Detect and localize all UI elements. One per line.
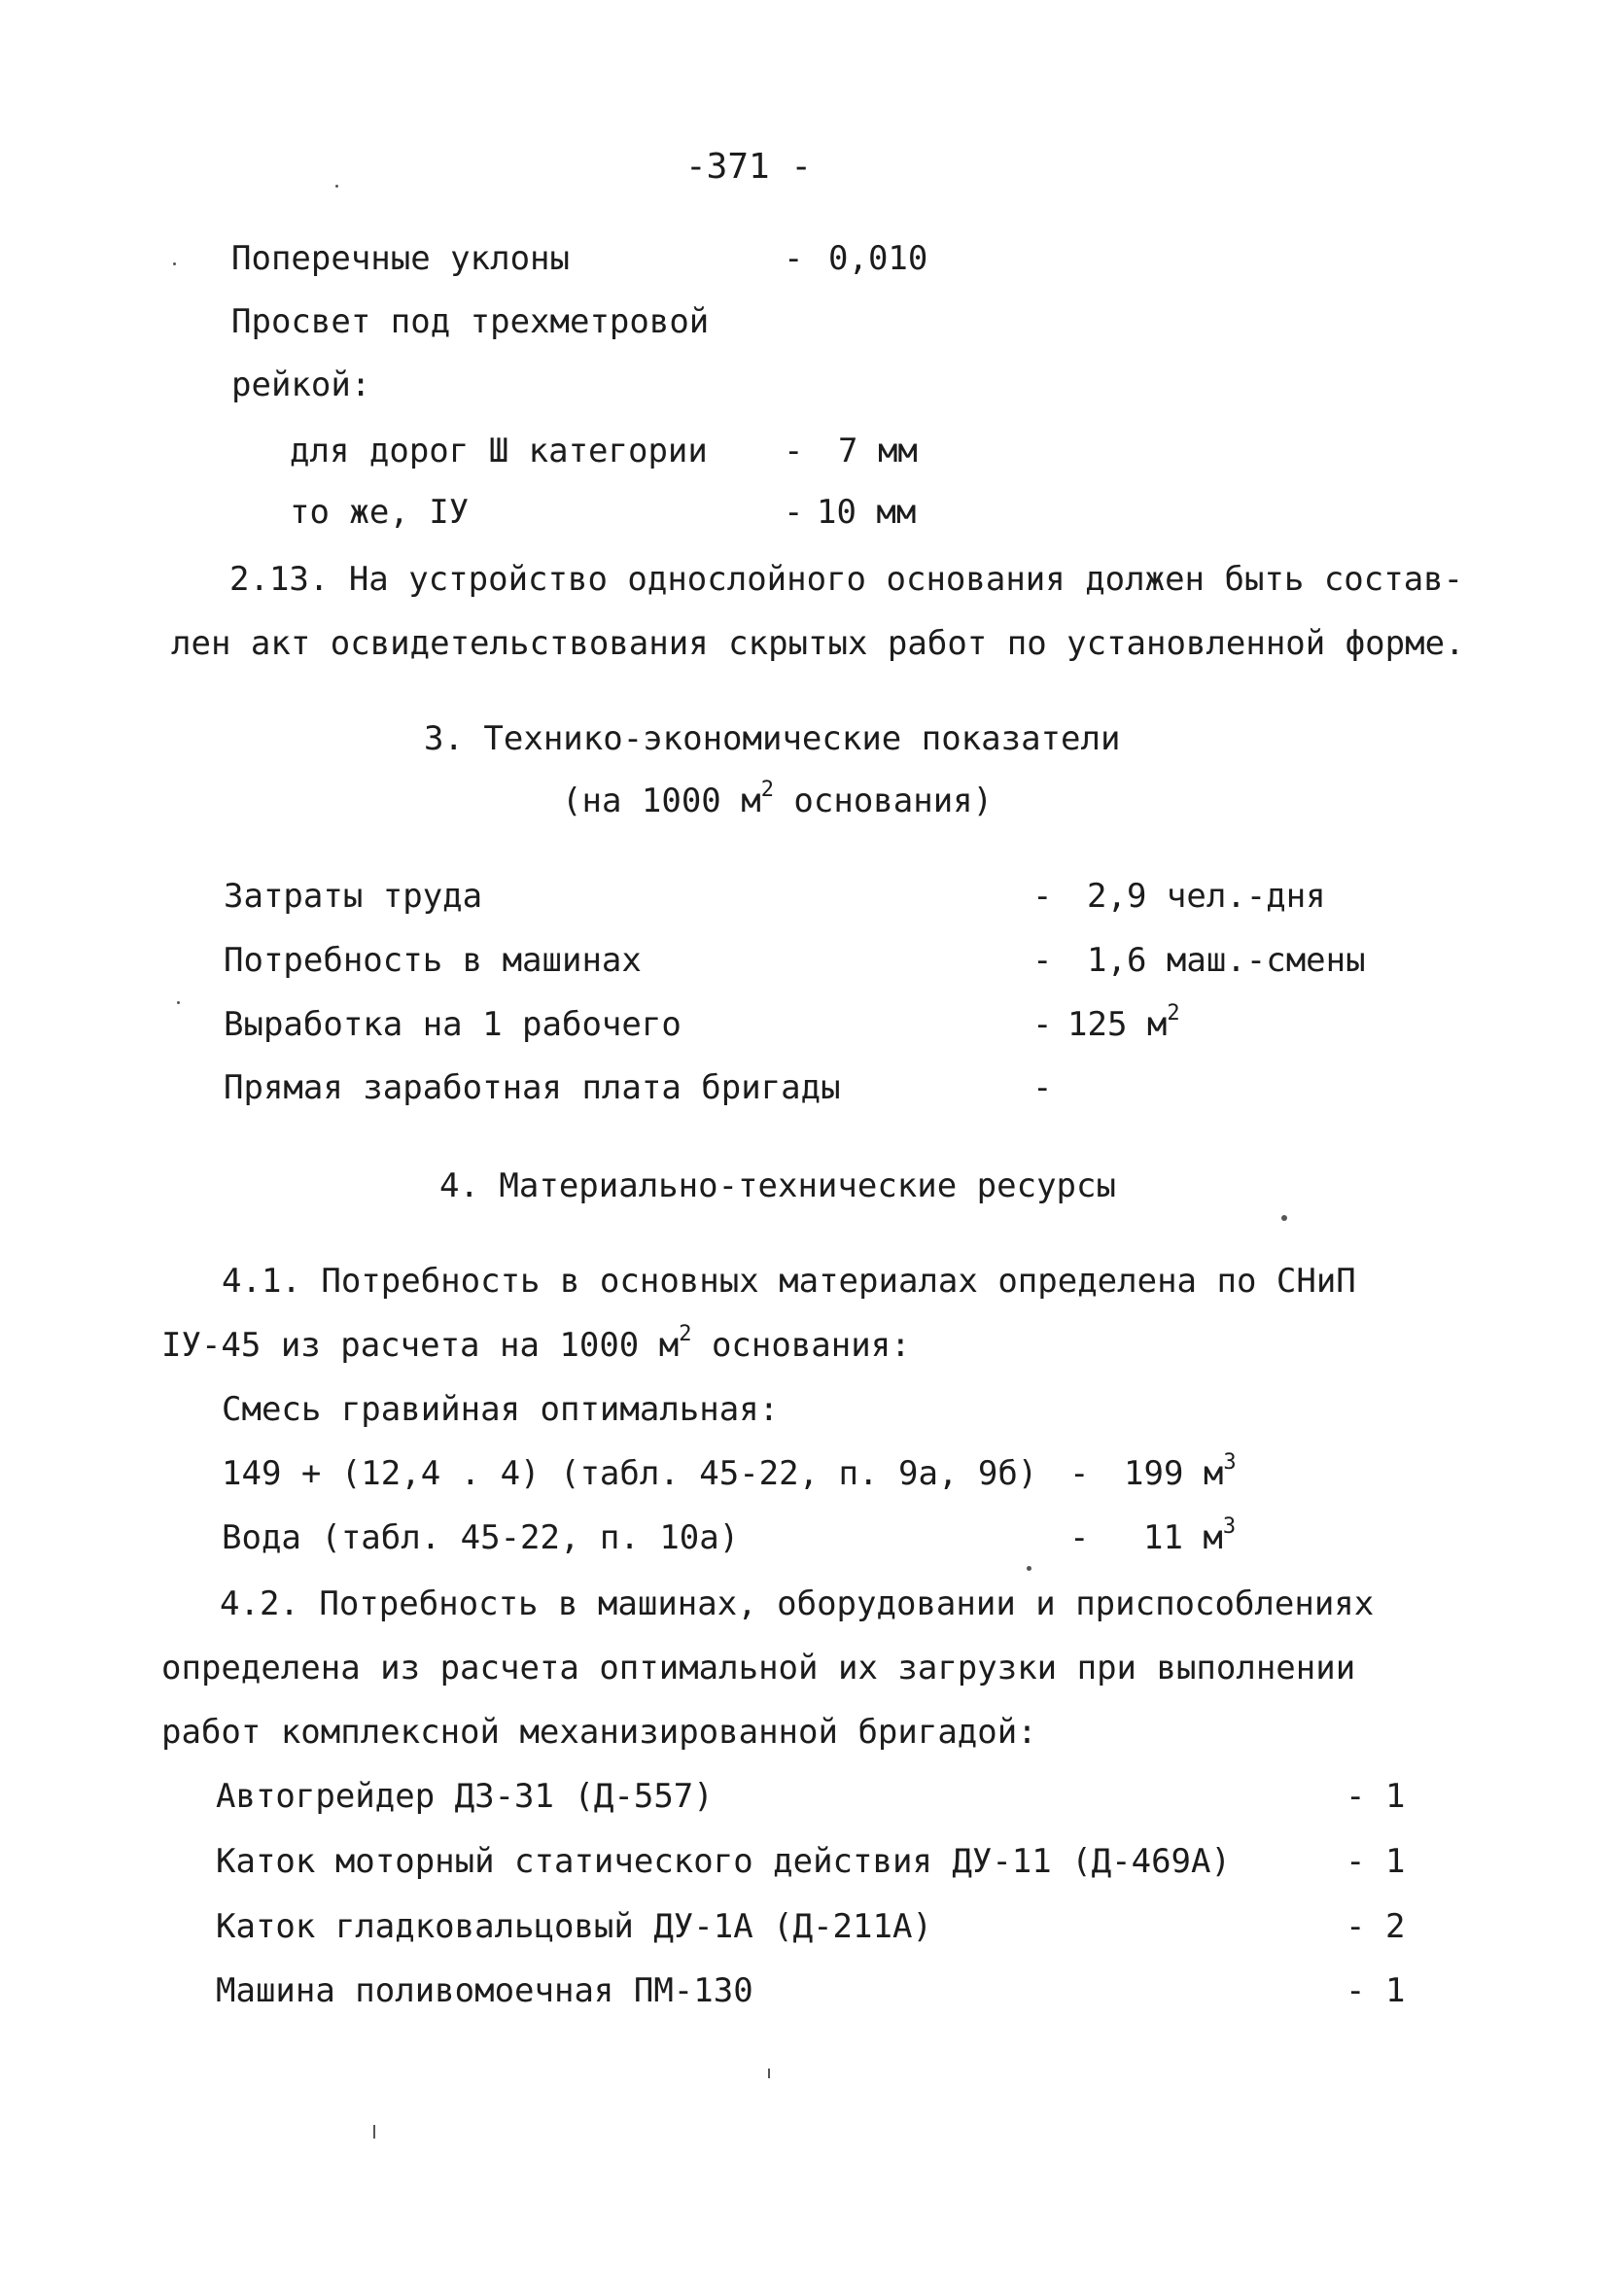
scan-speck (177, 1001, 180, 1004)
indicator-dash: - (1032, 877, 1053, 916)
page-number: -371 - (685, 147, 813, 187)
spec-value: 10 мм (817, 493, 917, 532)
paragraph-4-2-line: определена из расчета оптимальной их загрузки при выполнении (161, 1649, 1356, 1687)
material-label: 149 + (12,4 . 4) (табл. 45-22, п. 9а, 9б) (222, 1454, 1038, 1493)
machine-label: Машина поливомоечная ПМ-130 (216, 1971, 753, 2010)
machine-qty: - 1 (1346, 1842, 1406, 1881)
paragraph-4-1-line: 4.1. Потребность в основных материалах определена по СНиП (222, 1262, 1356, 1301)
spec-dash: - (784, 432, 804, 470)
indicator-dash: - (1032, 941, 1053, 980)
machine-qty: - 1 (1346, 1971, 1406, 2010)
paragraph-2-13-line: лен акт освидетельствования скрытых работ по установленной форме. (171, 624, 1465, 663)
machine-label: Каток моторный статического действия ДУ-11 (Д-469А) (216, 1842, 1231, 1881)
material-dash: - (1069, 1518, 1090, 1557)
paragraph-4-2-line: работ комплексной механизированной бригадой: (161, 1713, 1037, 1752)
section-3-subtitle: (на 1000 $м^2$ основания) (562, 777, 994, 820)
spec-dash: - (784, 239, 804, 278)
material-dash: - (1069, 1454, 1090, 1493)
machine-qty: - 2 (1346, 1907, 1406, 1946)
machine-label: Каток гладковальцовый ДУ-1А (Д-211А) (216, 1907, 932, 1946)
indicator-label: Затраты труда (224, 877, 483, 916)
indicator-dash: - (1032, 1068, 1053, 1107)
indicator-dash: - (1032, 1005, 1053, 1044)
spec-dash: - (784, 493, 804, 532)
section-4-title: 4. Материально-технические ресурсы (439, 1166, 1116, 1205)
machine-qty: - 1 (1346, 1777, 1406, 1816)
machine-label: Автогрейдер ДЗ-31 (Д-557) (216, 1777, 714, 1816)
indicator-value: 1,6 маш.-смены (1087, 941, 1366, 980)
spec-value: 7 мм (838, 432, 918, 470)
indicator-label: Выработка на 1 рабочего (224, 1005, 682, 1044)
spec-value: 0,010 (828, 239, 928, 278)
spec-label: Поперечные уклоны (231, 239, 570, 278)
scan-speck (173, 262, 176, 265)
scan-speck (768, 2069, 770, 2078)
paragraph-2-13-line: 2.13. На устройство однослойного основания должен быть состав- (229, 560, 1464, 599)
indicator-label: Прямая заработная плата бригады (224, 1068, 841, 1107)
paragraph-4-1-line: IУ-45 из расчета на 1000 $м^2$ основания: (161, 1321, 911, 1365)
spec-label: для дорог Ш категории (290, 432, 708, 470)
indicator-label: Потребность в машинах (224, 941, 642, 980)
indicator-value: 2,9 чел.-дня (1087, 877, 1326, 916)
spec-label: рейкой: (231, 365, 371, 404)
material-value: 11 $м^3$ (1143, 1513, 1237, 1557)
spec-label: то же, IУ (290, 493, 470, 532)
scan-speck (1281, 1215, 1287, 1221)
scan-speck (1027, 1566, 1031, 1571)
material-label: Вода (табл. 45-22, п. 10а) (222, 1518, 740, 1557)
scan-speck (335, 185, 338, 188)
indicator-value: 125 $м^2$ (1067, 1000, 1180, 1044)
spec-label: Просвет под трехметровой (231, 302, 710, 341)
scan-speck (373, 2125, 375, 2139)
material-value: 199 $м^3$ (1124, 1449, 1237, 1493)
paragraph-4-2-line: 4.2. Потребность в машинах, оборудовании и приспособлениях (220, 1584, 1375, 1623)
section-3-title: 3. Технико-экономические показатели (424, 719, 1121, 758)
materials-heading: Смесь гравийная оптимальная: (222, 1390, 780, 1429)
